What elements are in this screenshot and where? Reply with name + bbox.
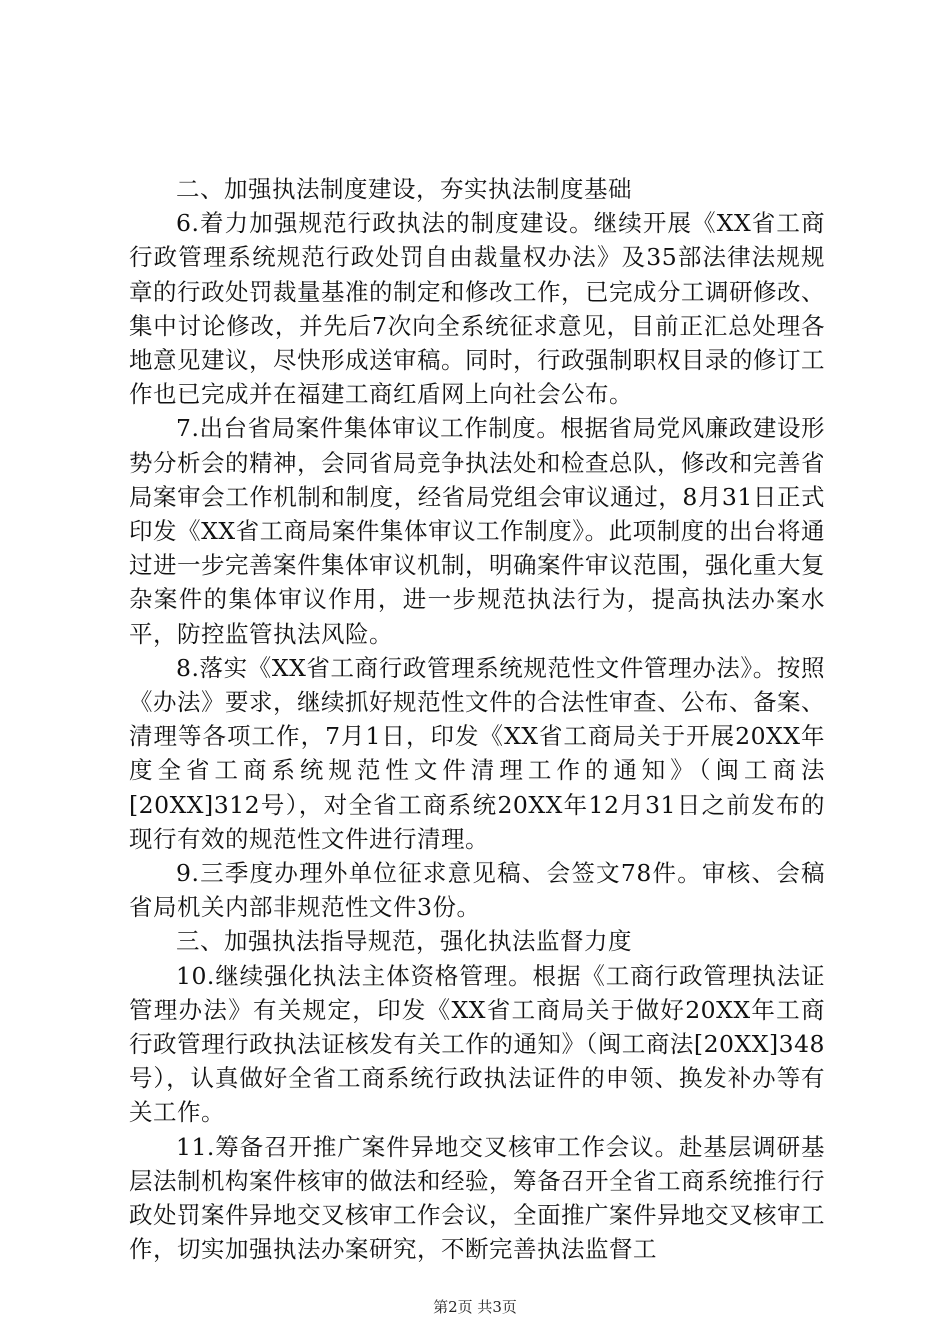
paragraph-item-11: 11.筹备召开推广案件异地交叉核审工作会议。赴基层调研基层法制机构案件核审的做法和经验，筹备召开全省工商系统推行行政处罚案件异地交叉核审工作会议，全面推广案件异地交叉核审工作，切实加强执法办案研究，不断完善执法监督工: [129, 1132, 825, 1264]
document-body: [129, 172, 825, 1267]
section-heading-3: 三、加强执法指导规范，强化执法监督力度: [176, 927, 632, 956]
section-heading-2: 二、加强执法制度建设，夯实执法制度基础: [176, 175, 632, 203]
paragraph-item-6: 6.着力加强规范行政执法的制度建设。继续开展《XX省工商行政管理系统规范行政处罚自由裁量权办法》及35部法律法规规章的行政处罚裁量基准的制定和修改工作，已完成分工调研修改、集中讨论修改，并先后7次向全系统征求意见，目前正汇总处理各地意见建议，尽快形成送审稿。同时，行政强制职权目录的修订工作也已完成并在福建工商红盾网上向社会公布。: [129, 209, 825, 409]
paragraph-item-10: 10.继续强化执法主体资格管理。根据《工商行政管理执法证管理办法》有关规定，印发《XX省工商局关于做好20XX年工商行政管理行政执法证核发有关工作的通知》（闽工商法[20XX]348号），认真做好全省工商系统行政执法证件的申领、换发补办等有关工作。: [129, 961, 825, 1127]
paragraph-item-7: 7.出台省局案件集体审议工作制度。根据省局党风廉政建设形势分析会的精神，会同省局竞争执法处和检查总队，修改和完善省局案审会工作机制和制度，经省局党组会审议通过，8月31日正式印发《XX省工商局案件集体审议工作制度》。此项制度的出台将通过进一步完善案件集体审议机制，明确案件审议范围，强化重大复杂案件的集体审议作用，进一步规范执法行为，提高执法办案水平，防控监管执法风险。: [129, 414, 825, 648]
page-footer: 第2页 共3页: [433, 1298, 517, 1316]
paragraph-item-9: 9.三季度办理外单位征求意见稿、会签文78件。审核、会稿省局机关内部非规范性文件3份。: [129, 859, 825, 922]
paragraph-item-8: 8.落实《XX省工商行政管理系统规范性文件管理办法》。按照《办法》要求，继续抓好规范性文件的合法性审查、公布、备案、清理等各项工作，7月1日，印发《XX省工商局关于开展20XX年度全省工商系统规范性文件清理工作的通知》（闽工商法[20XX]312号），对全省工商系统20XX年12月31日之前发布的现行有效的规范性文件进行清理。: [129, 653, 825, 853]
